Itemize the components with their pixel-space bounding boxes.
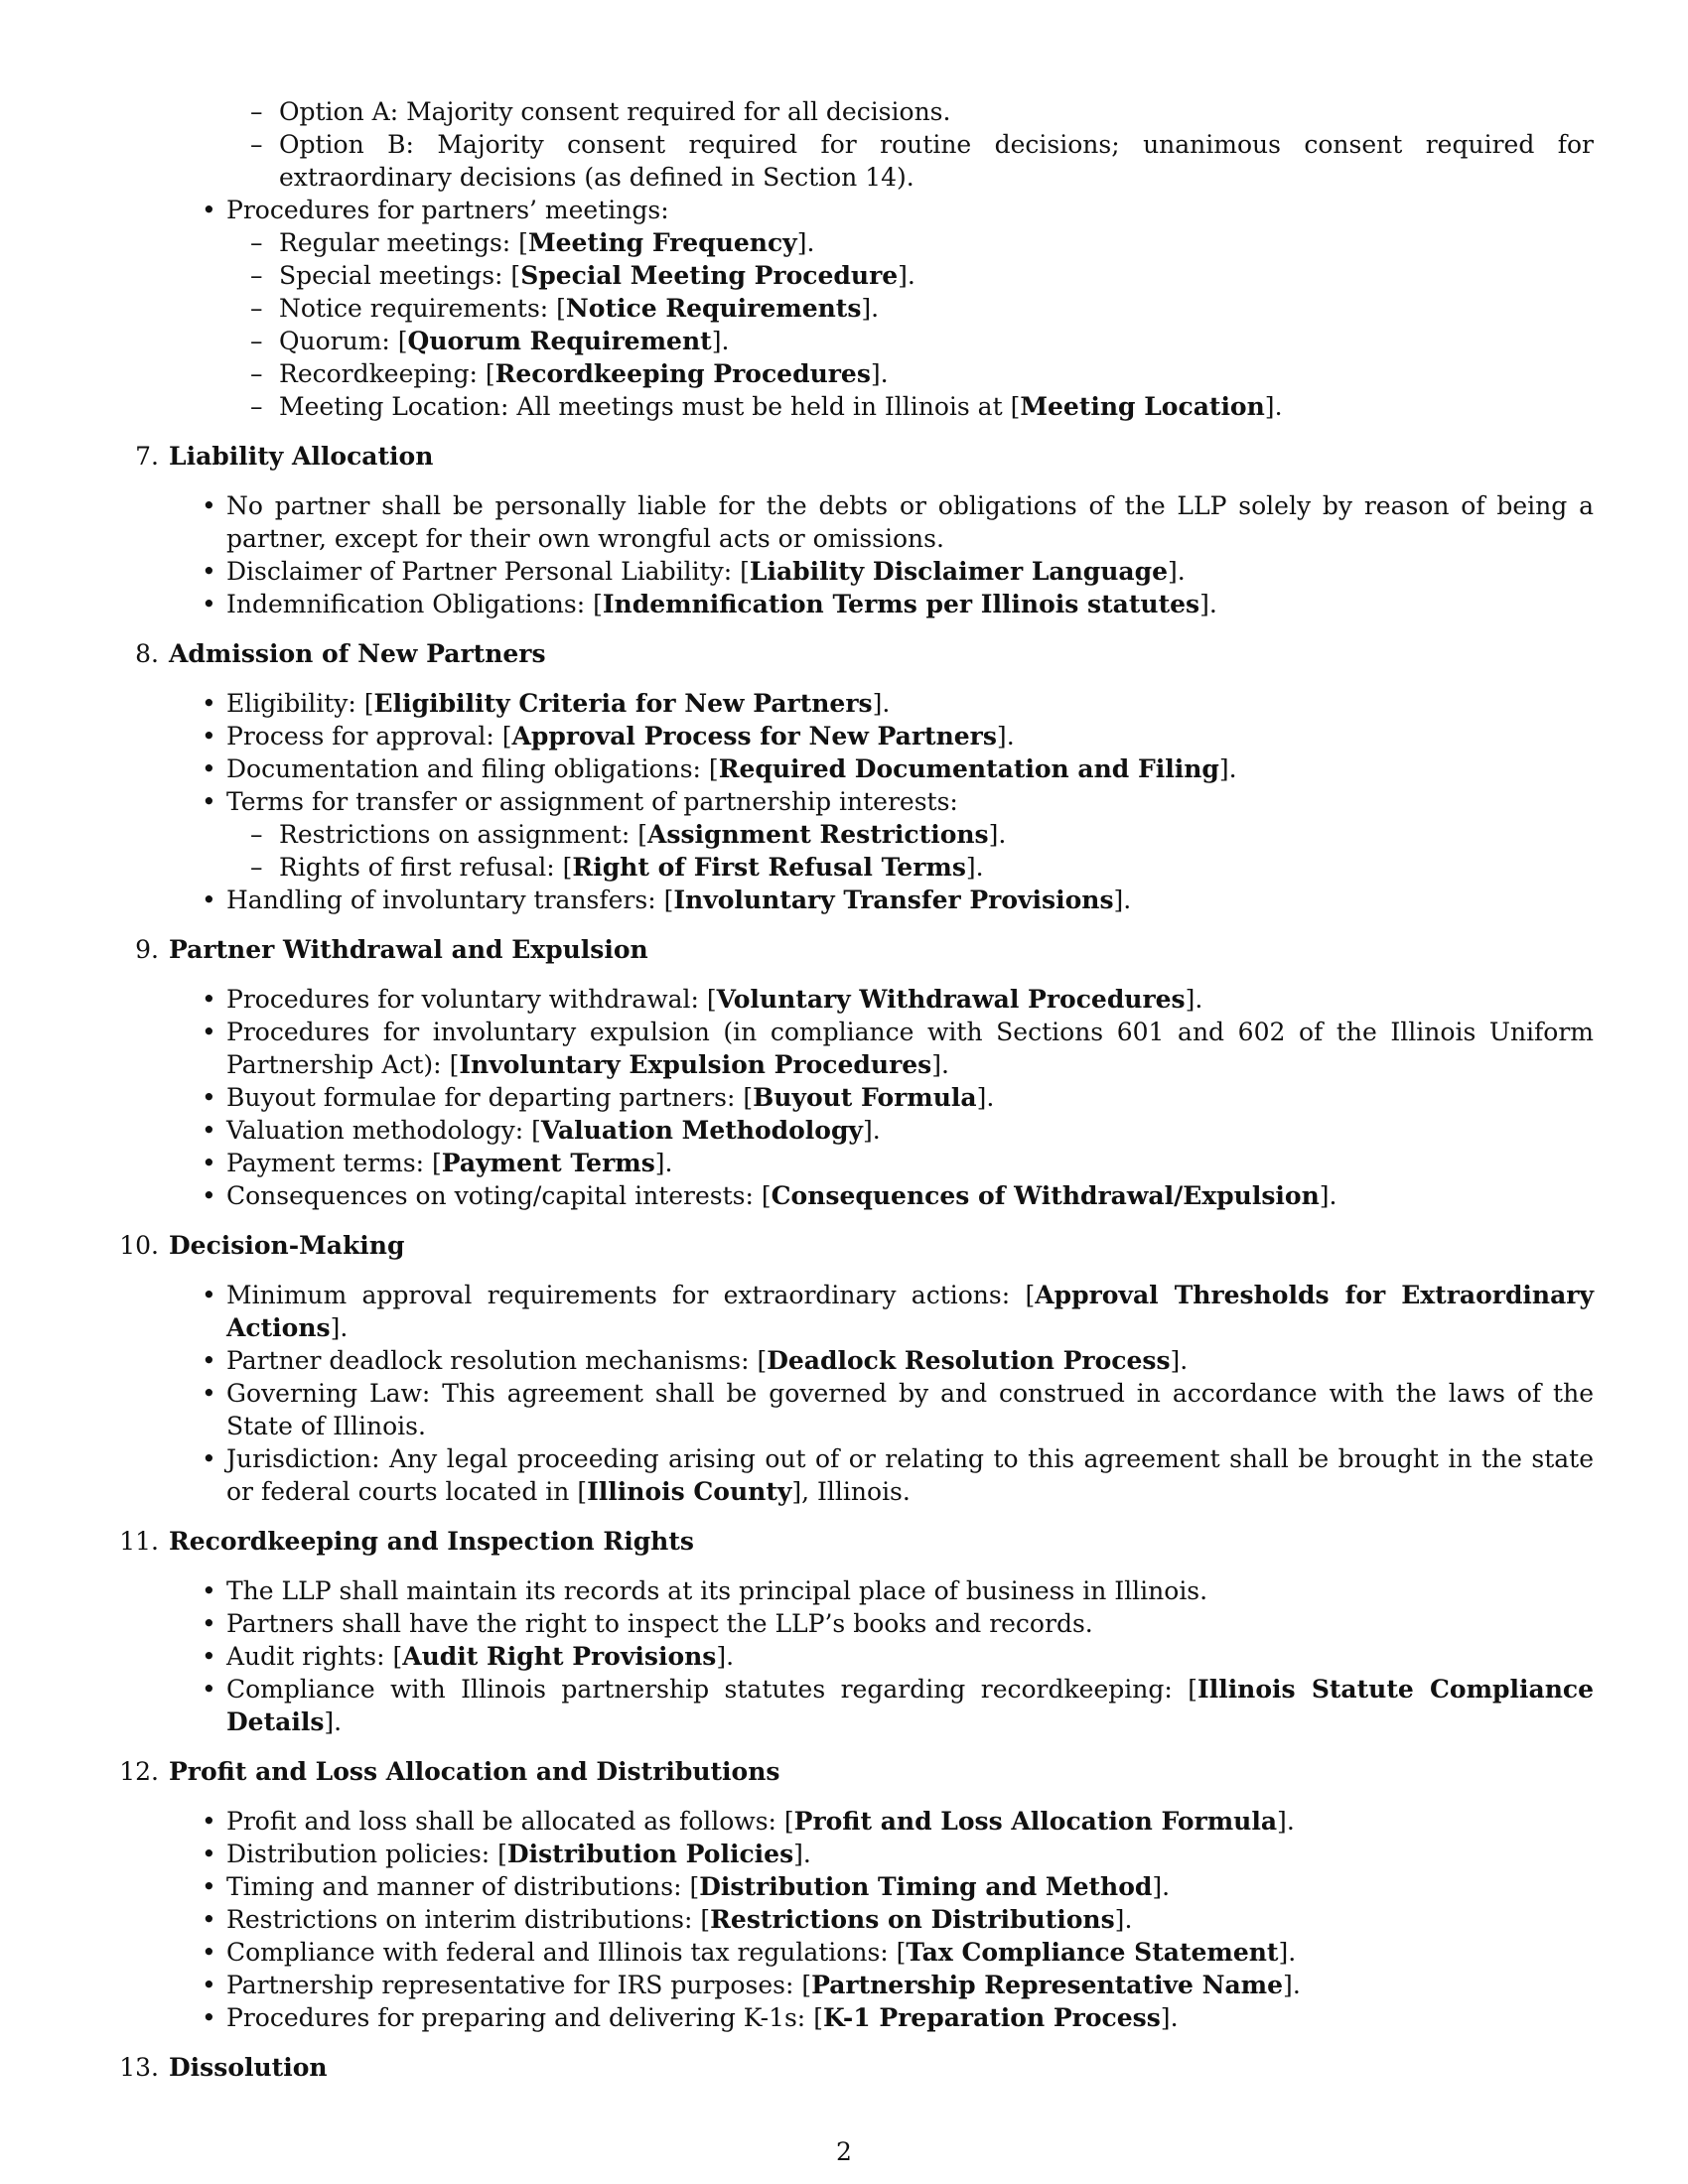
item-label: Documentation and filing obligations: xyxy=(226,754,709,783)
item-label: Compliance with federal and Illinois tax regulations: xyxy=(226,1938,897,1967)
bullet-list-item xyxy=(104,1081,1594,1114)
placeholder-field: Buyout Formula xyxy=(753,1083,977,1112)
section-title: Admission of New Partners xyxy=(169,639,546,668)
bullet-list-item xyxy=(104,1607,1594,1640)
close-bracket: ] xyxy=(793,1840,803,1868)
bullet-list-item xyxy=(104,1147,1594,1179)
bullet-list-item xyxy=(104,1640,1594,1673)
close-bracket: ] xyxy=(872,689,883,718)
open-bracket: [ xyxy=(501,722,512,751)
bullet-list-item xyxy=(104,1279,1594,1344)
section-heading xyxy=(104,2051,1594,2084)
open-bracket: [ xyxy=(518,228,528,257)
item-label: Eligibility: xyxy=(226,689,364,718)
placeholder-field: Partnership Representative Name xyxy=(811,1971,1284,1999)
item-tail: . xyxy=(1274,392,1283,421)
bullet-list-item xyxy=(104,720,1594,752)
item-tail: . xyxy=(1329,1181,1337,1210)
section-heading xyxy=(104,1755,1594,1788)
item-label: Consequences on voting/capital interests: xyxy=(226,1181,762,1210)
bullet-list-item xyxy=(104,884,1594,916)
placeholder-field: Involuntary Expulsion Procedures xyxy=(459,1050,932,1079)
item-tail: . xyxy=(334,1707,343,1736)
close-bracket: ] xyxy=(1152,1872,1163,1901)
item-text: The LLP shall maintain its records at its principal place of business in Illinois. xyxy=(226,1576,1208,1605)
close-bracket: ] xyxy=(931,1050,941,1079)
open-bracket: [ xyxy=(1188,1675,1197,1704)
section-heading xyxy=(104,637,1594,670)
placeholder-field: Recordkeeping Procedures xyxy=(494,359,871,388)
item-text: No partner shall be personally liable for the debts or obligations of the LLP solely by reason of being a partner, except for their own wrongful acts or omissions. xyxy=(226,491,1594,553)
open-bracket: [ xyxy=(761,1181,772,1210)
item-label: Profit and loss shall be allocated as follows: xyxy=(226,1807,784,1836)
bullet-list-item xyxy=(104,1574,1594,1607)
open-bracket: [ xyxy=(363,689,374,718)
item-label: Procedures for preparing and delivering K-1s: xyxy=(226,2003,814,2032)
item-label: Buyout formulae for departing partners: xyxy=(226,1083,744,1112)
item-label: Valuation methodology: xyxy=(226,1116,532,1145)
open-bracket: [ xyxy=(449,1050,460,1079)
section-number: 7. xyxy=(135,442,159,471)
item-text: Terms for transfer or assignment of partnership interests: xyxy=(226,787,958,816)
close-bracket: ] xyxy=(1170,1346,1181,1375)
placeholder-field: Deadlock Resolution Process xyxy=(767,1346,1171,1375)
bullet-list-item xyxy=(104,1903,1594,1936)
item-tail: . xyxy=(1123,886,1132,914)
open-bracket: [ xyxy=(663,886,674,914)
close-bracket: ] xyxy=(796,228,807,257)
item-label: Timing and manner of distributions: xyxy=(226,1872,690,1901)
item-tail: . xyxy=(1180,1346,1189,1375)
item-tail: . xyxy=(872,1116,881,1145)
item-tail: . xyxy=(871,294,880,323)
sections-list xyxy=(104,440,1594,2084)
section-title: Dissolution xyxy=(169,2053,328,2082)
item-label: Audit rights: xyxy=(226,1642,393,1671)
bullet-list-item xyxy=(104,588,1594,620)
item-text: Governing Law: This agreement shall be governed by and construed in accordance with the laws of the State of Illinois. xyxy=(226,1379,1594,1440)
item-label: Disclaimer of Partner Personal Liability: xyxy=(226,557,741,586)
item-label: Procedures for voluntary withdrawal: xyxy=(226,985,707,1014)
bullet-list-item xyxy=(104,983,1594,1016)
placeholder-field: Consequences of Withdrawal/Expulsion xyxy=(771,1181,1320,1210)
item-label: Compliance with Illinois partnership statutes regarding recordkeeping: xyxy=(226,1675,1189,1704)
open-bracket: [ xyxy=(432,1149,442,1177)
close-bracket: ] xyxy=(716,1642,727,1671)
bullet-list-item xyxy=(104,1936,1594,1969)
item-tail: . xyxy=(664,1149,673,1177)
item-tail: . xyxy=(1162,1872,1171,1901)
open-bracket: [ xyxy=(392,1642,403,1671)
bullet-list-item xyxy=(104,1179,1594,1212)
bullet-list-item xyxy=(104,2001,1594,2034)
bullet-list-item xyxy=(104,1673,1594,1738)
bullet-list-item xyxy=(104,1016,1594,1081)
item-tail: . xyxy=(1124,1905,1133,1934)
item-tail: . xyxy=(941,1050,949,1079)
open-bracket: [ xyxy=(562,853,573,882)
item-label: Restrictions on interim distributions: xyxy=(226,1905,701,1934)
item-tail: . xyxy=(1288,1938,1297,1967)
section-number: 12. xyxy=(119,1757,159,1786)
item-label: Meeting Location: All meetings must be held in Illinois at xyxy=(279,392,1011,421)
bullet-list-item xyxy=(104,752,1594,785)
placeholder-field: Valuation Methodology xyxy=(540,1116,863,1145)
item-tail: . xyxy=(986,1083,995,1112)
close-bracket: ] xyxy=(1113,886,1124,914)
item-label: Handling of involuntary transfers: xyxy=(226,886,664,914)
item-tail: . xyxy=(802,1840,811,1868)
meeting-subitem xyxy=(104,390,1594,423)
placeholder-field: K-1 Preparation Process xyxy=(822,2003,1161,2032)
close-bracket: ] xyxy=(898,261,908,290)
item-label: Payment terms: xyxy=(226,1149,433,1177)
open-bracket: [ xyxy=(397,327,408,355)
placeholder-field: Indemnification Terms per Illinois statutes xyxy=(602,590,1200,618)
placeholder-field: Involuntary Transfer Provisions xyxy=(673,886,1114,914)
bullet-list-item xyxy=(104,1838,1594,1870)
placeholder-field: Profit and Loss Allocation Formula xyxy=(793,1807,1278,1836)
placeholder-field: Notice Requirements xyxy=(565,294,862,323)
open-bracket: [ xyxy=(593,590,603,618)
item-tail: . xyxy=(726,1642,735,1671)
section-heading xyxy=(104,440,1594,473)
section-title: Profit and Loss Allocation and Distributions xyxy=(169,1757,780,1786)
bullet-list-item xyxy=(104,785,1594,818)
placeholder-field: Required Documentation and Filing xyxy=(718,754,1219,783)
bullet-list-item xyxy=(104,687,1594,720)
placeholder-field: Voluntary Withdrawal Procedures xyxy=(716,985,1186,1014)
placeholder-field: Liability Disclaimer Language xyxy=(749,557,1169,586)
close-bracket: ] xyxy=(1168,557,1178,586)
placeholder-field: Right of First Refusal Terms xyxy=(572,853,966,882)
open-bracket: [ xyxy=(708,754,719,783)
close-bracket: ] xyxy=(976,1083,987,1112)
open-bracket: [ xyxy=(1025,1281,1036,1309)
close-bracket: ] xyxy=(1160,2003,1171,2032)
open-bracket: [ xyxy=(813,2003,823,2032)
open-bracket: [ xyxy=(743,1083,754,1112)
open-bracket: [ xyxy=(896,1938,907,1967)
open-bracket: [ xyxy=(497,1840,507,1868)
placeholder-field: Distribution Timing and Method xyxy=(699,1872,1153,1901)
close-bracket: ] xyxy=(654,1149,665,1177)
section-heading xyxy=(104,933,1594,966)
close-bracket: ] xyxy=(965,853,976,882)
section-heading xyxy=(104,1229,1594,1262)
item-tail: . xyxy=(340,1313,349,1342)
bullet-list-item xyxy=(104,1969,1594,2001)
open-bracket: [ xyxy=(801,1971,812,1999)
bullet-list-item xyxy=(104,1377,1594,1442)
close-bracket: ] xyxy=(1319,1181,1330,1210)
close-bracket: ] xyxy=(1278,1938,1289,1967)
bullet-list-item xyxy=(104,1114,1594,1147)
section-number: 10. xyxy=(119,1231,159,1260)
close-bracket: ] xyxy=(988,820,999,849)
bullet-list-item xyxy=(104,1344,1594,1377)
item-label: Distribution policies: xyxy=(226,1840,498,1868)
close-bracket: ] xyxy=(1283,1971,1293,1999)
open-bracket: [ xyxy=(706,985,717,1014)
item-label: Recordkeeping: xyxy=(279,359,486,388)
item-label: Jurisdiction: Any legal proceeding arising out of or relating to this agreement shall be brought in the state or federal courts located in xyxy=(226,1444,1594,1506)
close-bracket: ] xyxy=(1264,392,1275,421)
open-bracket: [ xyxy=(577,1477,588,1506)
item-tail: . xyxy=(1292,1971,1301,1999)
placeholder-field: Approval Thresholds for Extraordinary Actions xyxy=(226,1281,1594,1342)
section-number: 8. xyxy=(135,639,159,668)
item-tail: . xyxy=(1006,722,1015,751)
placeholder-field: Meeting Frequency xyxy=(527,228,797,257)
item-label: Quorum: xyxy=(279,327,398,355)
item-tail: . xyxy=(721,327,730,355)
open-bracket: [ xyxy=(485,359,495,388)
close-bracket: ] xyxy=(862,1116,873,1145)
open-bracket: [ xyxy=(1010,392,1021,421)
placeholder-field: Audit Right Provisions xyxy=(402,1642,717,1671)
item-tail: . xyxy=(1208,590,1217,618)
item-label: Procedures for involuntary expulsion (in compliance with Sections 601 and 602 of the Illinois Uniform Partnership Act): xyxy=(226,1018,1594,1079)
sub-list-item xyxy=(104,851,1594,884)
close-bracket: ] xyxy=(870,359,881,388)
item-tail: . xyxy=(1170,2003,1179,2032)
placeholder-field: Meeting Location xyxy=(1020,392,1265,421)
section-title: Recordkeeping and Inspection Rights xyxy=(169,1527,694,1556)
open-bracket: [ xyxy=(637,820,647,849)
bullet-list-item xyxy=(104,555,1594,588)
item-tail: , Illinois. xyxy=(801,1477,911,1506)
item-label: Rights of first refusal: xyxy=(279,853,563,882)
meeting-subitem xyxy=(104,226,1594,259)
meeting-subitem xyxy=(104,259,1594,292)
placeholder-field: Tax Compliance Statement xyxy=(906,1938,1279,1967)
placeholder-field: Restrictions on Distributions xyxy=(710,1905,1115,1934)
section-title: Decision-Making xyxy=(169,1231,405,1260)
item-text: Partners shall have the right to inspect the LLP’s books and records. xyxy=(226,1609,1093,1638)
item-tail: . xyxy=(1195,985,1203,1014)
page-number: 2 xyxy=(836,2137,852,2166)
open-bracket: [ xyxy=(740,557,750,586)
open-bracket: [ xyxy=(556,294,566,323)
open-bracket: [ xyxy=(510,261,521,290)
open-bracket: [ xyxy=(531,1116,541,1145)
placeholder-field: Eligibility Criteria for New Partners xyxy=(373,689,873,718)
close-bracket: ] xyxy=(1114,1905,1125,1934)
item-label: Regular meetings: xyxy=(279,228,519,257)
close-bracket: ] xyxy=(1218,754,1229,783)
placeholder-field: Payment Terms xyxy=(441,1149,655,1177)
meetings-list xyxy=(104,226,1594,423)
sub-list-item xyxy=(104,818,1594,851)
meeting-subitem xyxy=(104,325,1594,357)
placeholder-field: Illinois Statute Compliance Details xyxy=(226,1675,1595,1736)
meetings-intro-item: • Procedures for partners’ meetings: xyxy=(104,194,1594,226)
placeholder-field: Illinois County xyxy=(587,1477,792,1506)
bullet-list-item xyxy=(104,1805,1594,1838)
item-label: Minimum approval requirements for extraordinary actions: xyxy=(226,1281,1026,1309)
bullet-list-item xyxy=(104,1870,1594,1903)
open-bracket: [ xyxy=(783,1807,794,1836)
meeting-subitem xyxy=(104,357,1594,390)
item-label: Restrictions on assignment: xyxy=(279,820,638,849)
placeholder-field: Assignment Restrictions xyxy=(646,820,989,849)
item-label: Indemnification Obligations: xyxy=(226,590,594,618)
item-tail: . xyxy=(1228,754,1237,783)
section-number: 13. xyxy=(119,2053,159,2082)
item-tail: . xyxy=(1286,1807,1295,1836)
item-tail: . xyxy=(806,228,815,257)
option-a-item: – Option A: Majority consent required for all decisions. xyxy=(104,95,1594,128)
section-title: Partner Withdrawal and Expulsion xyxy=(169,935,648,964)
option-b-item: – Option B: Majority consent required for routine decisions; unanimous consent required for extraordinary decisions (as defined in Section 14). xyxy=(104,128,1594,194)
placeholder-field: Special Meeting Procedure xyxy=(520,261,899,290)
section-number: 9. xyxy=(135,935,159,964)
close-bracket: ] xyxy=(1277,1807,1287,1836)
bullet-list-item xyxy=(104,489,1594,555)
item-label: Partner deadlock resolution mechanisms: xyxy=(226,1346,758,1375)
bullet-list-item xyxy=(104,1442,1594,1508)
item-tail: . xyxy=(1177,557,1186,586)
open-bracket: [ xyxy=(700,1905,711,1934)
item-label: Notice requirements: xyxy=(279,294,557,323)
document-body xyxy=(104,95,1594,2101)
open-bracket: [ xyxy=(757,1346,768,1375)
close-bracket: ] xyxy=(1185,985,1196,1014)
close-bracket: ] xyxy=(711,327,722,355)
item-label: Partnership representative for IRS purposes: xyxy=(226,1971,802,1999)
close-bracket: ] xyxy=(330,1313,341,1342)
section-title: Liability Allocation xyxy=(169,442,434,471)
close-bracket: ] xyxy=(1199,590,1209,618)
item-tail: . xyxy=(907,261,915,290)
item-label: Special meetings: xyxy=(279,261,511,290)
section-heading xyxy=(104,1525,1594,1558)
close-bracket: ] xyxy=(324,1707,335,1736)
item-label: Process for approval: xyxy=(226,722,502,751)
placeholder-field: Quorum Requirement xyxy=(407,327,712,355)
item-tail: . xyxy=(998,820,1007,849)
meeting-subitem xyxy=(104,292,1594,325)
section-number: 11. xyxy=(119,1527,159,1556)
item-tail: . xyxy=(975,853,984,882)
close-bracket: ] xyxy=(861,294,872,323)
placeholder-field: Approval Process for New Partners xyxy=(511,722,997,751)
placeholder-field: Distribution Policies xyxy=(506,1840,794,1868)
item-tail: . xyxy=(880,359,889,388)
open-bracket: [ xyxy=(689,1872,700,1901)
item-tail: . xyxy=(882,689,891,718)
close-bracket: ] xyxy=(996,722,1007,751)
close-bracket: ] xyxy=(791,1477,802,1506)
